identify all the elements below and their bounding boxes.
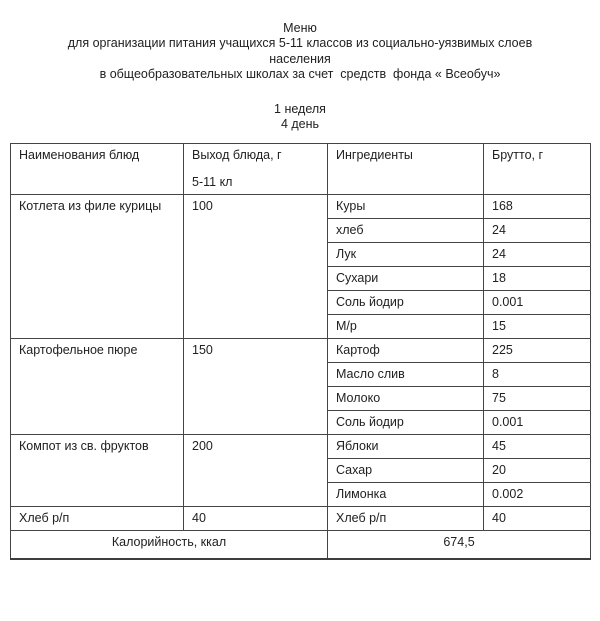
table-row: [11, 339, 591, 363]
ingredient-gross-cell: 45: [484, 435, 591, 459]
title-line-4: в общеобразовательных школах за счет средств фонда « Всеобуч»: [99, 66, 501, 81]
ingredient-name-cell: Хлеб р/п: [328, 507, 484, 531]
ingredient-name-cell: хлеб: [328, 219, 484, 243]
dish-output-cell: 100: [184, 195, 328, 339]
dish-name-cell: Хлеб р/п: [11, 507, 184, 531]
dish-output-cell: 40: [184, 507, 328, 531]
ingredient-gross-cell: 0.001: [484, 411, 591, 435]
dish-name-cell: Картофельное пюре: [11, 339, 184, 435]
ingredient-gross-cell: 8: [484, 363, 591, 387]
dish-name-cell: Котлета из филе курицы: [11, 195, 184, 339]
table-row: [11, 435, 591, 459]
document-title: [0, 21, 600, 82]
ingredient-name-cell: Соль йодир: [328, 411, 484, 435]
ingredient-name-cell: Соль йодир: [328, 291, 484, 315]
table-row: [11, 507, 591, 531]
ingredient-name-cell: Масло слив: [328, 363, 484, 387]
document-subtitle: [0, 102, 600, 132]
ingredient-name-cell: Молоко: [328, 387, 484, 411]
table-row: [11, 195, 591, 219]
ingredient-name-cell: Сахар: [328, 459, 484, 483]
ingredient-gross-cell: 0.001: [484, 291, 591, 315]
day-label: 4 день: [280, 117, 320, 132]
ingredient-name-cell: Яблоки: [328, 435, 484, 459]
calories-label-cell: Калорийность, ккал: [11, 531, 328, 560]
ingredient-gross-cell: 75: [484, 387, 591, 411]
ingredient-gross-cell: 40: [484, 507, 591, 531]
ingredient-name-cell: Сухари: [328, 267, 484, 291]
ingredient-gross-cell: 20: [484, 459, 591, 483]
ingredient-name-cell: М/р: [328, 315, 484, 339]
calories-value-cell: 674,5: [328, 531, 591, 560]
ingredient-gross-cell: 15: [484, 315, 591, 339]
column-header-output-line2: 5-11 кл: [192, 175, 233, 190]
calories-row: [11, 531, 591, 560]
ingredient-gross-cell: 24: [484, 219, 591, 243]
ingredient-gross-cell: 225: [484, 339, 591, 363]
ingredient-name-cell: Куры: [328, 195, 484, 219]
ingredient-name-cell: Картоф: [328, 339, 484, 363]
title-line-3: населения: [269, 51, 331, 66]
column-header-dish: Наименования блюд: [11, 144, 184, 195]
dish-output-cell: 200: [184, 435, 328, 507]
ingredient-name-cell: Лимонка: [328, 483, 484, 507]
dish-output-cell: 150: [184, 339, 328, 435]
ingredient-gross-cell: 18: [484, 267, 591, 291]
title-line-1: Меню: [283, 21, 317, 35]
menu-table: [10, 143, 591, 560]
week-label: 1 неделя: [274, 102, 326, 117]
table-header-row: [11, 144, 591, 195]
title-line-2: для организации питания учащихся 5-11 классов из социально-уязвимых слоев: [67, 36, 533, 51]
ingredient-name-cell: Лук: [328, 243, 484, 267]
ingredient-gross-cell: 0.002: [484, 483, 591, 507]
dish-name-cell: Компот из св. фруктов: [11, 435, 184, 507]
ingredient-gross-cell: 168: [484, 195, 591, 219]
column-header-ingredients: Ингредиенты: [328, 144, 484, 195]
ingredient-gross-cell: 24: [484, 243, 591, 267]
column-header-output: [184, 144, 328, 195]
column-header-output-line1: Выход блюда, г: [192, 148, 282, 163]
column-header-gross: Брутто, г: [484, 144, 591, 195]
